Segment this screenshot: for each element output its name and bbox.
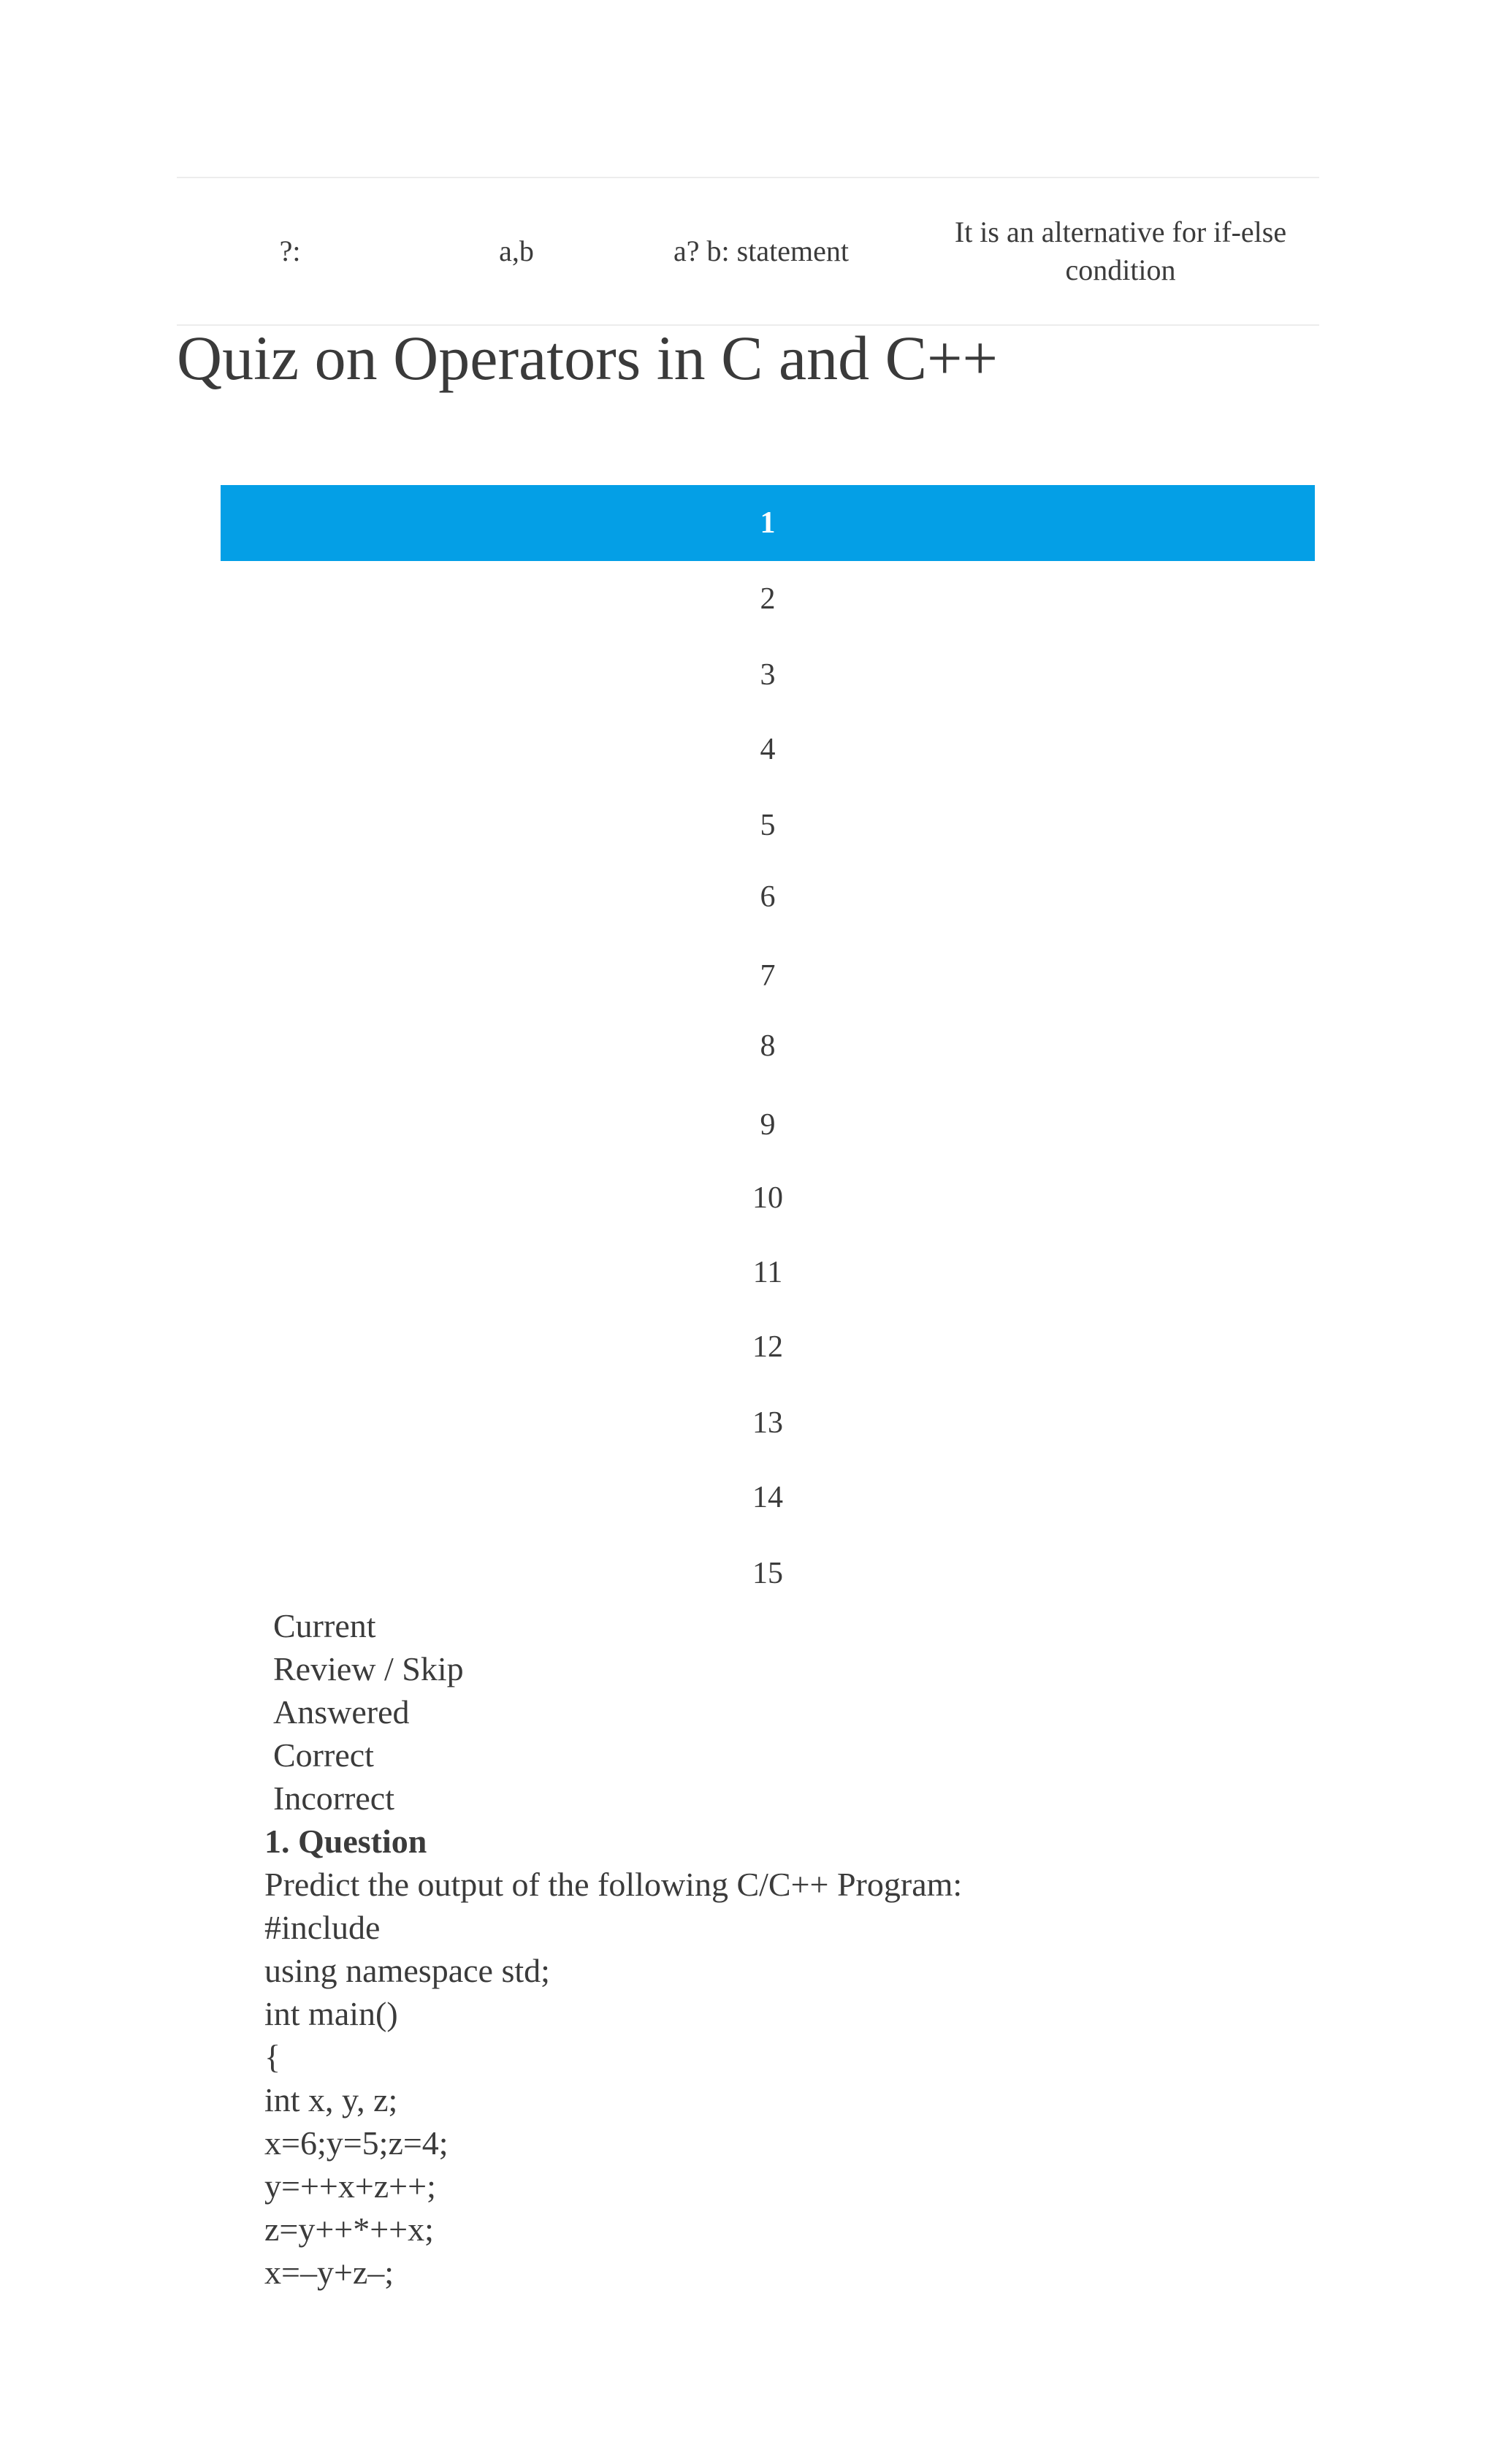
question-status-legend — [273, 1604, 464, 1820]
question-nav-item-15[interactable]: 15 — [752, 1557, 783, 1590]
legend-review-skip: Review / Skip — [273, 1650, 464, 1687]
question-heading: 1. Question — [264, 1823, 427, 1860]
operands-cell: a,b — [499, 234, 534, 267]
code-line: using namespace std; — [264, 1952, 550, 1989]
question-nav-item-12[interactable]: 12 — [752, 1330, 783, 1364]
description-line: It is an alternative for if-else — [954, 215, 1287, 248]
code-line: int main() — [264, 1995, 398, 2032]
question-nav-item-5[interactable]: 5 — [760, 809, 776, 842]
legend-answered: Answered — [273, 1693, 410, 1731]
code-line: x=–y+z–; — [264, 2254, 394, 2291]
question-nav-item-13[interactable]: 13 — [752, 1406, 783, 1440]
description-cell — [922, 178, 1319, 324]
question-nav-item-4[interactable]: 4 — [760, 733, 776, 766]
question-nav-item-2[interactable]: 2 — [760, 582, 776, 616]
question-block — [264, 1820, 962, 2294]
question-nav-item-3[interactable]: 3 — [760, 658, 776, 692]
question-prompt: Predict the output of the following C/C++ Program: — [264, 1866, 963, 1903]
operator-cell: ?: — [279, 234, 301, 267]
code-line: { — [264, 2038, 281, 2075]
legend-current: Current — [273, 1607, 376, 1644]
syntax-cell: a? b: statement — [673, 234, 849, 267]
code-line: z=y++*++x; — [264, 2211, 434, 2248]
question-nav-item-8[interactable]: 8 — [760, 1029, 776, 1063]
question-nav-item-9[interactable]: 9 — [760, 1108, 776, 1142]
code-line: y=++x+z++; — [264, 2167, 436, 2205]
question-nav-item-10[interactable]: 10 — [752, 1181, 783, 1215]
quiz-title: Quiz on Operators in C and C++ — [177, 323, 999, 393]
legend-correct: Correct — [273, 1736, 374, 1774]
operator-table-row — [177, 177, 1319, 326]
question-nav-item-1[interactable]: 1 — [221, 485, 1315, 561]
legend-incorrect: Incorrect — [273, 1780, 394, 1817]
description-line: condition — [1065, 253, 1176, 286]
question-nav-item-11[interactable]: 11 — [752, 1256, 783, 1289]
question-nav-item-14[interactable]: 14 — [752, 1481, 783, 1514]
code-line: x=6;y=5;z=4; — [264, 2124, 449, 2162]
code-line: int x, y, z; — [264, 2081, 398, 2118]
code-line: #include — [264, 1909, 381, 1946]
question-nav-item-7[interactable]: 7 — [760, 959, 776, 993]
question-nav-item-6[interactable]: 6 — [760, 880, 776, 914]
